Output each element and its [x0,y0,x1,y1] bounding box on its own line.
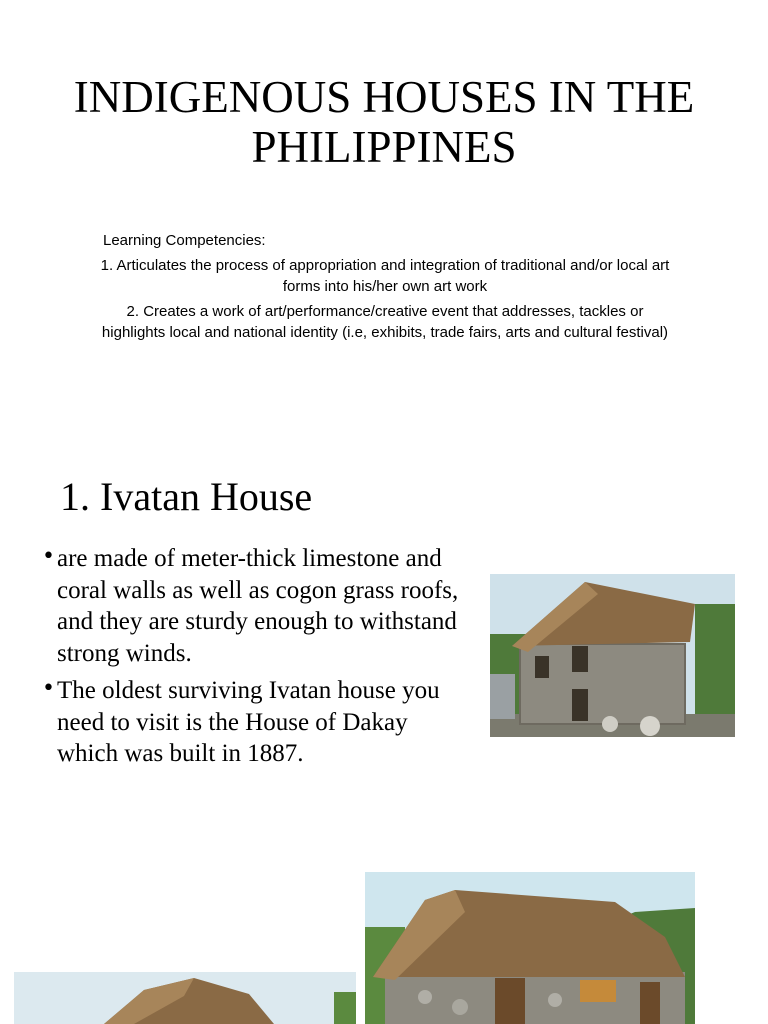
section-heading-ivatan-house: 1. Ivatan House [60,474,313,519]
list-item [44,543,474,669]
competency-item-1: 1. Articulates the process of appropriation and integration of traditional and/or local art forms into his/her own art work [100,257,670,295]
thatched-roof-photo-icon [14,972,356,1024]
competency-item-2: 2. Creates a work of art/performance/creative event that addresses, tackles or highlights local and national identity (i.e, exhibits, trade fairs, arts and cultural festival) [101,303,669,341]
bullet-text: The oldest surviving Ivatan house you need to visit is the House of Dakay which was built in 1887. [57,677,440,767]
bullet-icon: • [42,544,55,569]
stone-house-photo [490,574,735,737]
stone-house-photo-icon [490,574,735,737]
list-item [44,675,474,770]
learning-competencies [100,230,670,347]
bullet-text: are made of meter-thick limestone and coral walls as well as cogon grass roofs, and they are sturdy enough to withstand strong winds. [57,545,459,667]
competencies-heading: Learning Competencies: [103,232,266,249]
slide-title: INDIGENOUS HOUSES IN THE PHILIPPINES [73,72,695,172]
thatched-stone-house-photo [365,872,695,1024]
bullet-list [44,543,474,776]
thatched-roof-photo [14,972,356,1024]
thatched-stone-house-photo-icon [365,872,695,1024]
bullet-icon: • [42,676,55,701]
